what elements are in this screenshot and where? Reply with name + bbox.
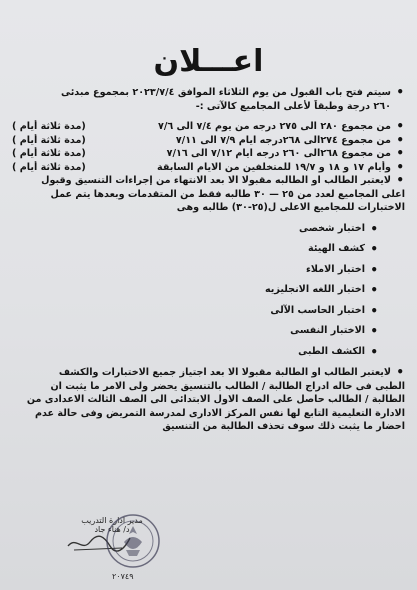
- schedule-text: وأيام ١٧ و ١٨ و ١٩/٧ للمتخلفين من الايام السابقة: [157, 161, 391, 173]
- rule1-line-3: الاختبارات للمجاميع الاعلى ل(٢٥-٣٠) طالبه وهى: [176, 202, 405, 213]
- test-item: • اختبار شخصى: [12, 219, 365, 240]
- rule2-line-1: • لايعتبر الطالب او الطالبة مقبولا الا بعد اجتياز جميع الاختبارات والكشف: [12, 366, 405, 380]
- schedule-row: [12, 120, 405, 134]
- rule2-block: [12, 366, 405, 434]
- spacer: [12, 113, 405, 120]
- schedule-row: [12, 134, 405, 148]
- rule2-line-5: احضار ما يثبت ذلك سوف تحذف الطالبة من التنسيق: [162, 421, 405, 432]
- rule1-line-2: اعلى المجاميع لعدد من ٢٥ — ٣٠ طالبه فقط من المتقدمات وبعدها يتم عمل: [50, 188, 405, 200]
- intro-line-1: • سيتم فتح باب القبول من يوم الثلاثاء الموافق ٢٠٢٣/٧/٤ بمجموع مبدئى: [12, 86, 405, 100]
- serial-number: ٢٠٧٤٩: [112, 572, 134, 581]
- schedule-text: من مجموع ٢٦٨الى ٢٦٠ درجه ايام ٧/١٢ الى ٧/١٦: [166, 148, 391, 159]
- tests-list: [12, 219, 405, 363]
- test-item: • اختبار اللغه الانجليزيه: [12, 280, 365, 301]
- rule1-line-1: • لايعتبر الطالب او الطالبه مقبولا الا بعد الانتهاء من إجراءات التنسيق وقبول: [12, 174, 405, 188]
- test-item: • كشف الهيئة: [12, 239, 365, 260]
- test-item: • اختبار الاملاء: [12, 260, 365, 281]
- test-item: • الاختبار النفسى: [12, 321, 365, 342]
- test-item: • الكشف الطبى: [12, 342, 365, 363]
- announcement-title: اعـــلان: [153, 44, 264, 79]
- rule2-line-2: الطبى فى حاله ادراج الطالبة / الطالب بالتنسيق يحضر ولى الامر ما يثبت ان: [50, 380, 405, 392]
- signature-title: مدير ادارة التدريب: [81, 516, 143, 525]
- schedule-period: • (مدة ثلاثة أيام ): [12, 121, 86, 132]
- schedule-row: [12, 147, 405, 161]
- rule2-line-4: الادارة التعليمية التابع لها نفس المركز الادارى لمدرسة التمريض وفى حالة عدم: [34, 407, 405, 419]
- schedule-period: • (مدة ثلاثة أيام ): [12, 134, 86, 146]
- test-item: • اختبار الحاسب الآلى: [12, 301, 365, 322]
- schedule-row: [12, 161, 405, 175]
- schedule-period: • (مدة ثلاثة أيام ): [12, 148, 86, 159]
- schedule-text: من مجموع ٢٧٤الى ٢٦٨درجه ايام ٧/٩ الى ٧/١١: [175, 134, 391, 146]
- schedule-period: • (مدة ثلاثة أيام ): [12, 161, 86, 173]
- intro-line-2: ٢٦٠ درجة وطبقاً لأعلى المجاميع كالآتى :-: [195, 100, 391, 112]
- rule2-line-3: الطالبة / الطالب حاصل على الصف الاول الابتدائى الى الصف الثالث الاعدادى من: [26, 394, 405, 405]
- official-seal-icon: [104, 512, 162, 570]
- schedule-text: من مجموع ٢٨٠ الى ٢٧٥ درجه من يوم ٧/٤ الى ٧/٦: [157, 121, 391, 132]
- announcement-body: [12, 86, 405, 434]
- signature-name: د/ هناء جاد: [94, 525, 130, 534]
